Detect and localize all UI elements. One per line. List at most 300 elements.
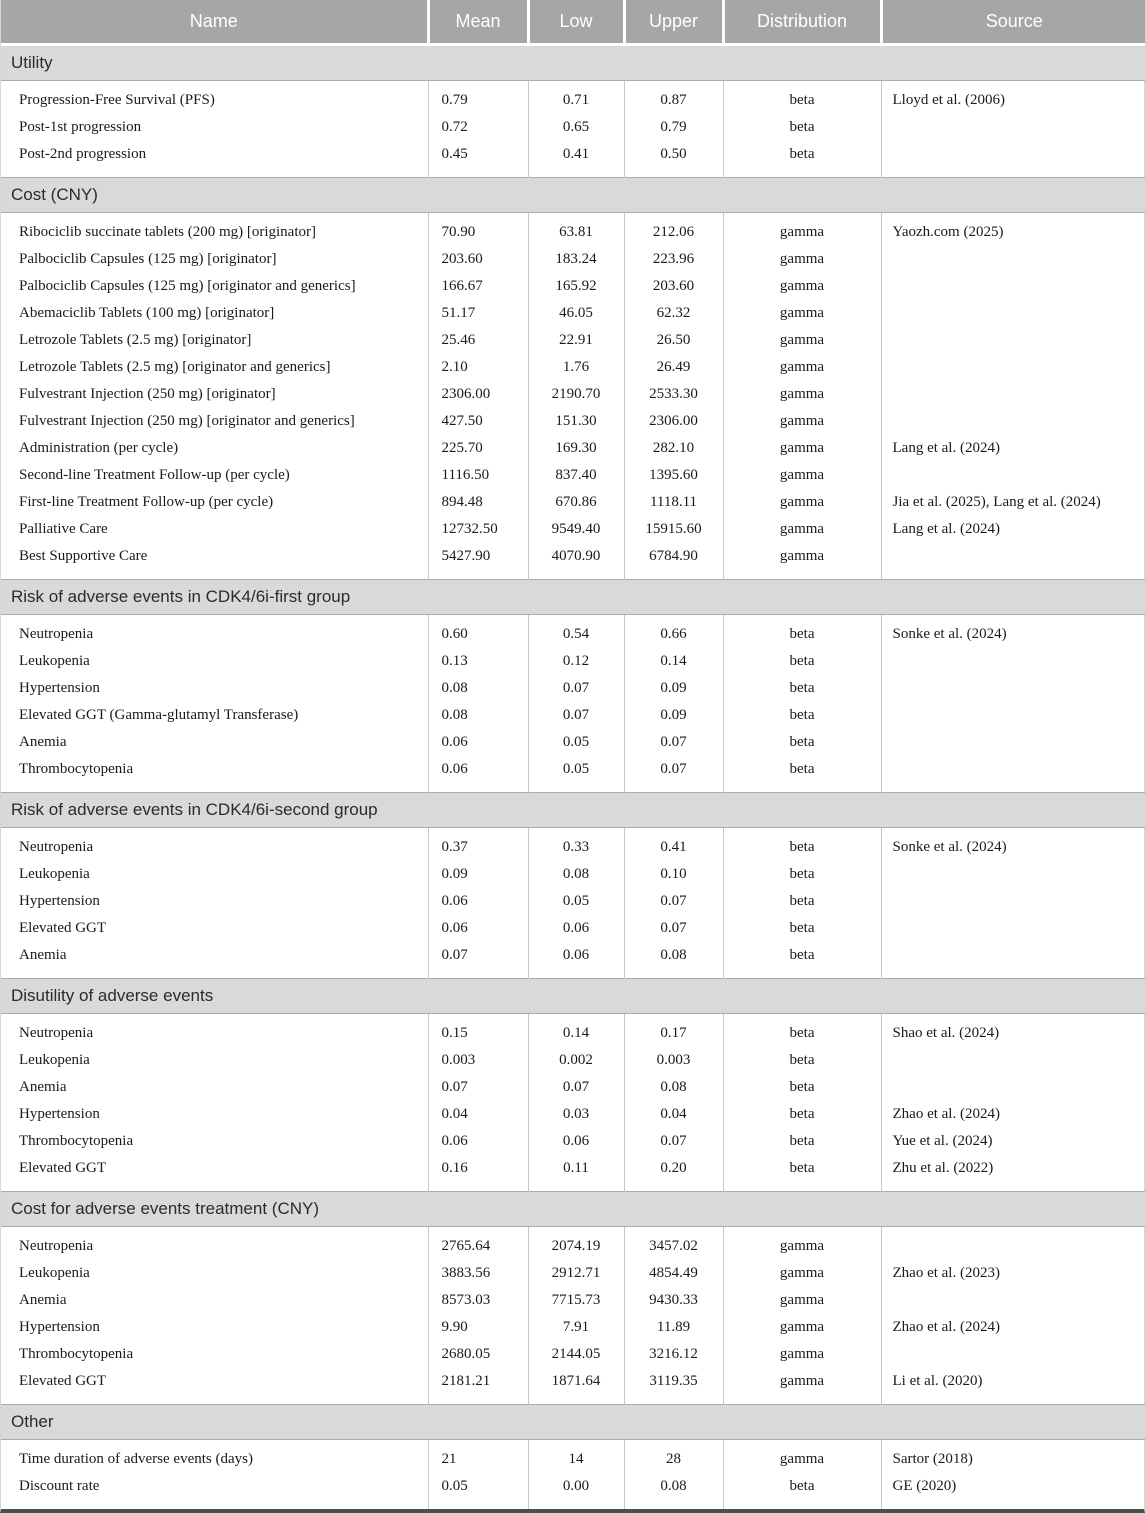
cell-distribution: gamma — [723, 246, 881, 273]
cell-low: 0.07 — [528, 1074, 624, 1101]
cell-distribution: gamma — [723, 273, 881, 300]
cell-source: Shao et al. (2024) — [881, 1013, 1145, 1047]
cell-source: Li et al. (2020) — [881, 1368, 1145, 1405]
cell-distribution: beta — [723, 1101, 881, 1128]
cell-mean: 203.60 — [428, 246, 528, 273]
cell-low: 0.14 — [528, 1013, 624, 1047]
table-row — [1, 1314, 1145, 1341]
cell-low: 0.54 — [528, 614, 624, 648]
table-row — [1, 462, 1145, 489]
table-row — [1, 729, 1145, 756]
table-row — [1, 1368, 1145, 1405]
cell-distribution: gamma — [723, 381, 881, 408]
cell-upper: 0.14 — [624, 648, 723, 675]
table-row — [1, 1128, 1145, 1155]
cell-name: Progression-Free Survival (PFS) — [19, 91, 215, 108]
cell-name: Palbociclib Capsules (125 mg) [originator] — [19, 250, 277, 267]
cell-name: Time duration of adverse events (days) — [19, 1450, 253, 1467]
cell-name: Anemia — [19, 946, 67, 963]
section-header-row — [1, 978, 1145, 1013]
table-row — [1, 675, 1145, 702]
cell-source — [881, 246, 1145, 273]
cell-source — [881, 1226, 1145, 1260]
table-row — [1, 1287, 1145, 1314]
cell-source: Sonke et al. (2024) — [881, 614, 1145, 648]
cell-source: GE (2020) — [881, 1473, 1145, 1509]
cell-low: 0.05 — [528, 729, 624, 756]
cell-upper: 0.17 — [624, 1013, 723, 1047]
cell-name: Hypertension — [19, 1318, 100, 1335]
cell-upper: 0.50 — [624, 141, 723, 178]
section-title: Cost (CNY) — [11, 184, 98, 204]
cell-low: 0.12 — [528, 648, 624, 675]
cell-low: 0.06 — [528, 915, 624, 942]
cell-source — [881, 114, 1145, 141]
cell-name: Elevated GGT — [19, 919, 107, 936]
table-row — [1, 1074, 1145, 1101]
cell-source — [881, 300, 1145, 327]
cell-mean: 0.79 — [428, 80, 528, 114]
table-row — [1, 543, 1145, 580]
table-row — [1, 246, 1145, 273]
cell-low: 0.05 — [528, 888, 624, 915]
cell-name: Leukopenia — [19, 652, 90, 669]
cell-source: Lang et al. (2024) — [881, 516, 1145, 543]
cell-low: 22.91 — [528, 327, 624, 354]
section-title: Other — [11, 1411, 54, 1431]
cell-mean: 0.05 — [428, 1473, 528, 1509]
cell-low: 1.76 — [528, 354, 624, 381]
cell-source: Zhao et al. (2024) — [881, 1314, 1145, 1341]
cell-low: 0.06 — [528, 1128, 624, 1155]
cell-upper: 1118.11 — [624, 489, 723, 516]
cell-distribution: beta — [723, 756, 881, 793]
cell-distribution: beta — [723, 614, 881, 648]
cell-source — [881, 702, 1145, 729]
cell-mean: 894.48 — [428, 489, 528, 516]
table-row — [1, 408, 1145, 435]
cell-distribution: beta — [723, 827, 881, 861]
cell-distribution: beta — [723, 675, 881, 702]
cell-name: Elevated GGT — [19, 1372, 107, 1389]
cell-mean: 9.90 — [428, 1314, 528, 1341]
table-row — [1, 1101, 1145, 1128]
cell-upper: 0.07 — [624, 756, 723, 793]
cell-upper: 282.10 — [624, 435, 723, 462]
cell-source: Lang et al. (2024) — [881, 435, 1145, 462]
cell-source — [881, 675, 1145, 702]
column-header-upper: Upper — [624, 0, 723, 44]
cell-source: Yue et al. (2024) — [881, 1128, 1145, 1155]
cell-source — [881, 942, 1145, 979]
cell-source — [881, 888, 1145, 915]
cell-source — [881, 273, 1145, 300]
table-row — [1, 648, 1145, 675]
cell-distribution: beta — [723, 80, 881, 114]
cell-low: 837.40 — [528, 462, 624, 489]
cell-distribution: beta — [723, 888, 881, 915]
cell-low: 4070.90 — [528, 543, 624, 580]
cell-name: Fulvestrant Injection (250 mg) [originator and generics] — [19, 412, 355, 429]
cell-upper: 0.10 — [624, 861, 723, 888]
cell-source — [881, 354, 1145, 381]
cell-mean: 21 — [428, 1439, 528, 1473]
table-row — [1, 1260, 1145, 1287]
cell-name: Elevated GGT — [19, 1159, 107, 1176]
cell-mean: 8573.03 — [428, 1287, 528, 1314]
section-header-row — [1, 579, 1145, 614]
cell-low: 670.86 — [528, 489, 624, 516]
cell-mean: 0.06 — [428, 1128, 528, 1155]
cell-upper: 11.89 — [624, 1314, 723, 1341]
cell-distribution: beta — [723, 942, 881, 979]
cell-mean: 0.37 — [428, 827, 528, 861]
column-header-mean: Mean — [428, 0, 528, 44]
table-row — [1, 1341, 1145, 1368]
cell-low: 63.81 — [528, 212, 624, 246]
cell-name: Hypertension — [19, 679, 100, 696]
cell-source — [881, 381, 1145, 408]
cell-distribution: beta — [723, 729, 881, 756]
cell-name: Second-line Treatment Follow-up (per cycle) — [19, 466, 290, 483]
cell-low: 7715.73 — [528, 1287, 624, 1314]
cell-name: Neutropenia — [19, 1024, 94, 1041]
cell-mean: 0.16 — [428, 1155, 528, 1192]
cell-mean: 0.06 — [428, 888, 528, 915]
cell-source: Zhu et al. (2022) — [881, 1155, 1145, 1192]
cell-upper: 0.41 — [624, 827, 723, 861]
cell-upper: 223.96 — [624, 246, 723, 273]
cell-name: Post-1st progression — [19, 118, 142, 135]
cell-upper: 3457.02 — [624, 1226, 723, 1260]
cell-mean: 0.07 — [428, 942, 528, 979]
section-title: Risk of adverse events in CDK4/6i-second group — [11, 799, 378, 819]
cell-upper: 203.60 — [624, 273, 723, 300]
cell-low: 7.91 — [528, 1314, 624, 1341]
cell-distribution: gamma — [723, 489, 881, 516]
table-row — [1, 300, 1145, 327]
table-row — [1, 1047, 1145, 1074]
cell-distribution: beta — [723, 702, 881, 729]
cell-upper: 4854.49 — [624, 1260, 723, 1287]
table-row — [1, 80, 1145, 114]
cell-low: 0.002 — [528, 1047, 624, 1074]
cell-upper: 1395.60 — [624, 462, 723, 489]
cell-upper: 62.32 — [624, 300, 723, 327]
table-row — [1, 614, 1145, 648]
cell-name: Neutropenia — [19, 838, 94, 855]
cell-name: Palliative Care — [19, 520, 108, 537]
cell-name: Anemia — [19, 1291, 67, 1308]
cell-upper: 15915.60 — [624, 516, 723, 543]
cell-name: Neutropenia — [19, 1237, 94, 1254]
cell-upper: 0.08 — [624, 1074, 723, 1101]
cell-upper: 6784.90 — [624, 543, 723, 580]
cell-low: 9549.40 — [528, 516, 624, 543]
cell-low: 0.05 — [528, 756, 624, 793]
cell-name: Ribociclib succinate tablets (200 mg) [originator] — [19, 223, 316, 240]
parameters-table — [1, 0, 1145, 1509]
cell-name: Leukopenia — [19, 1264, 90, 1281]
cell-source — [881, 543, 1145, 580]
cell-low: 0.07 — [528, 675, 624, 702]
table-row — [1, 1439, 1145, 1473]
cell-low: 0.71 — [528, 80, 624, 114]
cell-distribution: beta — [723, 141, 881, 178]
cell-name: Best Supportive Care — [19, 547, 148, 564]
cell-distribution: gamma — [723, 327, 881, 354]
column-header-source: Source — [881, 0, 1145, 44]
cell-mean: 0.06 — [428, 756, 528, 793]
cell-name: Thrombocytopenia — [19, 760, 134, 777]
cell-distribution: gamma — [723, 354, 881, 381]
table-row — [1, 942, 1145, 979]
section-title: Utility — [11, 52, 53, 72]
table-body — [1, 44, 1145, 1509]
cell-name: Fulvestrant Injection (250 mg) [originator] — [19, 385, 276, 402]
cell-distribution: beta — [723, 1074, 881, 1101]
cell-upper: 0.09 — [624, 675, 723, 702]
cell-distribution: gamma — [723, 1287, 881, 1314]
cell-low: 0.33 — [528, 827, 624, 861]
column-header-distribution: Distribution — [723, 0, 881, 44]
cell-mean: 1116.50 — [428, 462, 528, 489]
cell-source — [881, 861, 1145, 888]
cell-name: Anemia — [19, 1078, 67, 1095]
cell-name: Thrombocytopenia — [19, 1345, 134, 1362]
cell-mean: 166.67 — [428, 273, 528, 300]
section-title: Risk of adverse events in CDK4/6i-first group — [11, 586, 351, 606]
cell-name: Leukopenia — [19, 1051, 90, 1068]
cell-mean: 0.06 — [428, 915, 528, 942]
cell-mean: 0.06 — [428, 729, 528, 756]
cell-low: 2144.05 — [528, 1341, 624, 1368]
cell-low: 0.08 — [528, 861, 624, 888]
cell-source — [881, 462, 1145, 489]
cell-distribution: beta — [723, 861, 881, 888]
cell-mean: 0.08 — [428, 675, 528, 702]
cell-source — [881, 915, 1145, 942]
cell-upper: 3216.12 — [624, 1341, 723, 1368]
cell-name: Hypertension — [19, 892, 100, 909]
cell-low: 165.92 — [528, 273, 624, 300]
cell-low: 151.30 — [528, 408, 624, 435]
cell-low: 169.30 — [528, 435, 624, 462]
cell-upper: 0.87 — [624, 80, 723, 114]
cell-mean: 0.003 — [428, 1047, 528, 1074]
cell-mean: 3883.56 — [428, 1260, 528, 1287]
cell-source: Jia et al. (2025), Lang et al. (2024) — [881, 489, 1145, 516]
cell-mean: 0.07 — [428, 1074, 528, 1101]
table-header — [1, 0, 1145, 44]
cell-name: Administration (per cycle) — [19, 439, 179, 456]
cell-mean: 0.45 — [428, 141, 528, 178]
cell-upper: 212.06 — [624, 212, 723, 246]
cell-mean: 0.13 — [428, 648, 528, 675]
section-header-row — [1, 1404, 1145, 1439]
cell-low: 183.24 — [528, 246, 624, 273]
cell-name: Letrozole Tablets (2.5 mg) [originator] — [19, 331, 252, 348]
column-header-name: Name — [1, 0, 428, 44]
cell-source — [881, 1074, 1145, 1101]
column-header-low: Low — [528, 0, 624, 44]
cell-source: Yaozh.com (2025) — [881, 212, 1145, 246]
cell-mean: 427.50 — [428, 408, 528, 435]
cell-low: 0.06 — [528, 942, 624, 979]
cell-distribution: gamma — [723, 516, 881, 543]
cell-upper: 0.003 — [624, 1047, 723, 1074]
cell-low: 0.07 — [528, 702, 624, 729]
cell-mean: 225.70 — [428, 435, 528, 462]
cell-name: Neutropenia — [19, 625, 94, 642]
cell-distribution: gamma — [723, 1368, 881, 1405]
cell-distribution: gamma — [723, 435, 881, 462]
cell-source — [881, 1341, 1145, 1368]
cell-name: Thrombocytopenia — [19, 1132, 134, 1149]
cell-source — [881, 1047, 1145, 1074]
cell-upper: 2306.00 — [624, 408, 723, 435]
section-header-row — [1, 1191, 1145, 1226]
cell-upper: 0.08 — [624, 1473, 723, 1509]
cell-upper: 0.08 — [624, 942, 723, 979]
section-header-row — [1, 44, 1145, 80]
cell-distribution: beta — [723, 648, 881, 675]
cell-upper: 0.07 — [624, 1128, 723, 1155]
cell-low: 1871.64 — [528, 1368, 624, 1405]
cell-source — [881, 729, 1145, 756]
cell-low: 2912.71 — [528, 1260, 624, 1287]
table-row — [1, 489, 1145, 516]
cell-name: Abemaciclib Tablets (100 mg) [originator] — [19, 304, 275, 321]
cell-distribution: beta — [723, 1128, 881, 1155]
cell-mean: 2306.00 — [428, 381, 528, 408]
table-row — [1, 756, 1145, 793]
table-row — [1, 435, 1145, 462]
cell-upper: 0.07 — [624, 888, 723, 915]
cell-source — [881, 756, 1145, 793]
cell-distribution: beta — [723, 915, 881, 942]
cell-distribution: beta — [723, 114, 881, 141]
cell-distribution: gamma — [723, 543, 881, 580]
table-row — [1, 702, 1145, 729]
cell-upper: 0.79 — [624, 114, 723, 141]
table-row — [1, 1013, 1145, 1047]
cell-source: Zhao et al. (2024) — [881, 1101, 1145, 1128]
cell-mean: 0.04 — [428, 1101, 528, 1128]
cell-low: 14 — [528, 1439, 624, 1473]
cell-mean: 5427.90 — [428, 543, 528, 580]
cell-mean: 51.17 — [428, 300, 528, 327]
cell-distribution: gamma — [723, 300, 881, 327]
table-row — [1, 327, 1145, 354]
cell-upper: 0.66 — [624, 614, 723, 648]
cell-low: 2190.70 — [528, 381, 624, 408]
cell-distribution: gamma — [723, 408, 881, 435]
cell-upper: 28 — [624, 1439, 723, 1473]
cell-name: Discount rate — [19, 1477, 100, 1494]
cell-distribution: gamma — [723, 1260, 881, 1287]
table-row — [1, 861, 1145, 888]
cell-low: 46.05 — [528, 300, 624, 327]
cell-upper: 26.50 — [624, 327, 723, 354]
cell-mean: 70.90 — [428, 212, 528, 246]
cell-distribution: gamma — [723, 1314, 881, 1341]
cell-mean: 0.09 — [428, 861, 528, 888]
table-row — [1, 1473, 1145, 1509]
cell-upper: 0.07 — [624, 729, 723, 756]
cell-upper: 0.07 — [624, 915, 723, 942]
table-row — [1, 915, 1145, 942]
cell-source: Sartor (2018) — [881, 1439, 1145, 1473]
cell-mean: 0.72 — [428, 114, 528, 141]
cell-mean: 25.46 — [428, 327, 528, 354]
cell-distribution: gamma — [723, 1226, 881, 1260]
cell-upper: 9430.33 — [624, 1287, 723, 1314]
cell-distribution: beta — [723, 1013, 881, 1047]
section-title: Cost for adverse events treatment (CNY) — [11, 1198, 320, 1218]
cell-distribution: gamma — [723, 1439, 881, 1473]
cell-name: Hypertension — [19, 1105, 100, 1122]
table-row — [1, 1155, 1145, 1192]
table-row — [1, 381, 1145, 408]
section-title: Disutility of adverse events — [11, 985, 214, 1005]
table-row — [1, 516, 1145, 543]
cell-name: Palbociclib Capsules (125 mg) [originator and generics] — [19, 277, 356, 294]
section-header-row — [1, 177, 1145, 212]
cell-mean: 0.08 — [428, 702, 528, 729]
cell-mean: 0.60 — [428, 614, 528, 648]
cell-low: 2074.19 — [528, 1226, 624, 1260]
cell-name: Post-2nd progression — [19, 145, 147, 162]
table-row — [1, 114, 1145, 141]
cell-low: 0.41 — [528, 141, 624, 178]
cell-source — [881, 327, 1145, 354]
cell-distribution: beta — [723, 1473, 881, 1509]
cell-source — [881, 1287, 1145, 1314]
table-row — [1, 888, 1145, 915]
cell-low: 0.65 — [528, 114, 624, 141]
cell-distribution: beta — [723, 1047, 881, 1074]
cell-source — [881, 648, 1145, 675]
cell-upper: 0.20 — [624, 1155, 723, 1192]
cell-name: First-line Treatment Follow-up (per cycle) — [19, 493, 274, 510]
cell-upper: 2533.30 — [624, 381, 723, 408]
cell-mean: 2181.21 — [428, 1368, 528, 1405]
cell-mean: 12732.50 — [428, 516, 528, 543]
cell-distribution: gamma — [723, 462, 881, 489]
cell-distribution: gamma — [723, 212, 881, 246]
table-header-row — [1, 0, 1145, 44]
cell-distribution: beta — [723, 1155, 881, 1192]
table-row — [1, 1226, 1145, 1260]
cell-upper: 0.04 — [624, 1101, 723, 1128]
table-row — [1, 141, 1145, 178]
cell-name: Leukopenia — [19, 865, 90, 882]
table-row — [1, 354, 1145, 381]
cell-low: 0.11 — [528, 1155, 624, 1192]
cell-low: 0.00 — [528, 1473, 624, 1509]
cell-upper: 26.49 — [624, 354, 723, 381]
cell-upper: 3119.35 — [624, 1368, 723, 1405]
cell-mean: 2.10 — [428, 354, 528, 381]
cell-source — [881, 141, 1145, 178]
cell-mean: 2680.05 — [428, 1341, 528, 1368]
cell-mean: 2765.64 — [428, 1226, 528, 1260]
cell-upper: 0.09 — [624, 702, 723, 729]
cell-mean: 0.15 — [428, 1013, 528, 1047]
table-row — [1, 273, 1145, 300]
cell-source — [881, 408, 1145, 435]
